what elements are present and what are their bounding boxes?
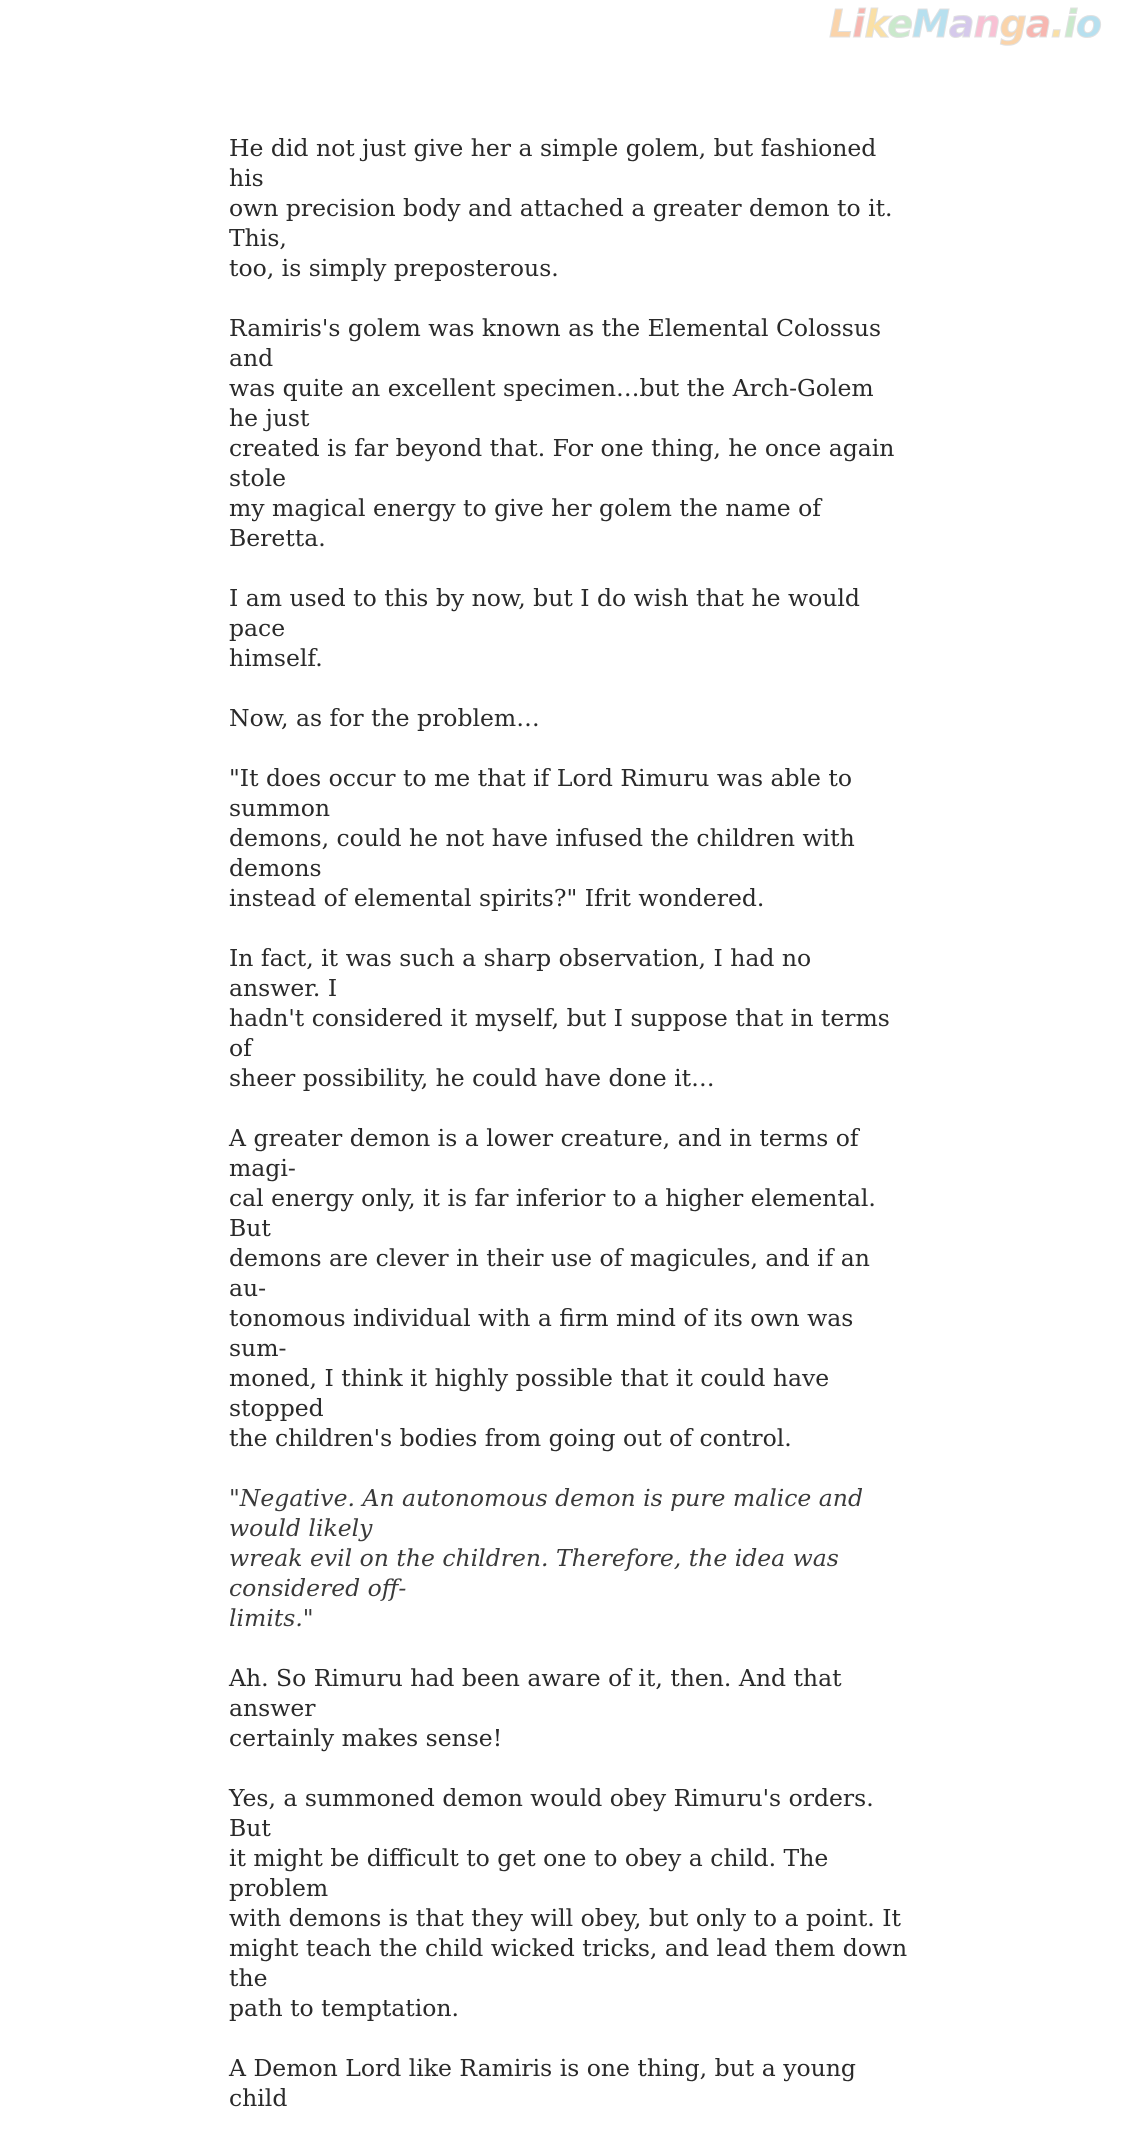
paragraph: A Demon Lord like Ramiris is one thing, but a young child — [229, 2054, 856, 2112]
paragraph: A greater demon is a lower creature, and in terms of magi- cal energy only, it is far inferior to a higher elemental. But demons are clever in their use of magicules, and if an au- tonomous individual with a firm mind of its own was sum- moned, I think it highly possible that it could have stopped the children's bodies from going out of control. — [229, 1124, 876, 1452]
paragraph: Ah. So Rimuru had been aware of it, then. And that answer certainly makes sense! — [229, 1664, 842, 1752]
paragraph: In fact, it was such a sharp observation, I had no answer. I hadn't considered it myself, but I suppose that in terms of sheer possibility, he could have done it… — [229, 944, 890, 1092]
paragraph: I am used to this by now, but I do wish that he would pace himself. — [229, 584, 860, 672]
watermark-logo: LikeManga.io — [829, 2, 1101, 46]
paragraph: Ramiris's golem was known as the Elemental Colossus and was quite an excellent specimen…but the Arch-Golem he just created is far beyond that. For one thing, he once again stole my magical energy to give her golem the name of Beretta. — [229, 314, 895, 552]
paragraph: "It does occur to me that if Lord Rimuru was able to summon demons, could he not have infused the children with demons instead of elemental spirits?" Ifrit wondered. — [229, 764, 855, 912]
paragraph: He did not just give her a simple golem, but fashioned his own precision body and attached a greater demon to it. This, too, is simply preposterous. — [229, 134, 893, 282]
paragraph: Now, as for the problem… — [229, 704, 540, 732]
quoted-paragraph: "Negative. An autonomous demon is pure malice and would likely wreak evil on the children. Therefore, the idea was considered off- limits." — [229, 1484, 863, 1632]
paragraph: Yes, a summoned demon would obey Rimuru's orders. But it might be difficult to get one to obey a child. The problem with demons is that they will obey, but only to a point. It might teach the child wicked tricks, and lead them down the path to temptation. — [229, 1784, 908, 2022]
document-body — [229, 133, 909, 2143]
